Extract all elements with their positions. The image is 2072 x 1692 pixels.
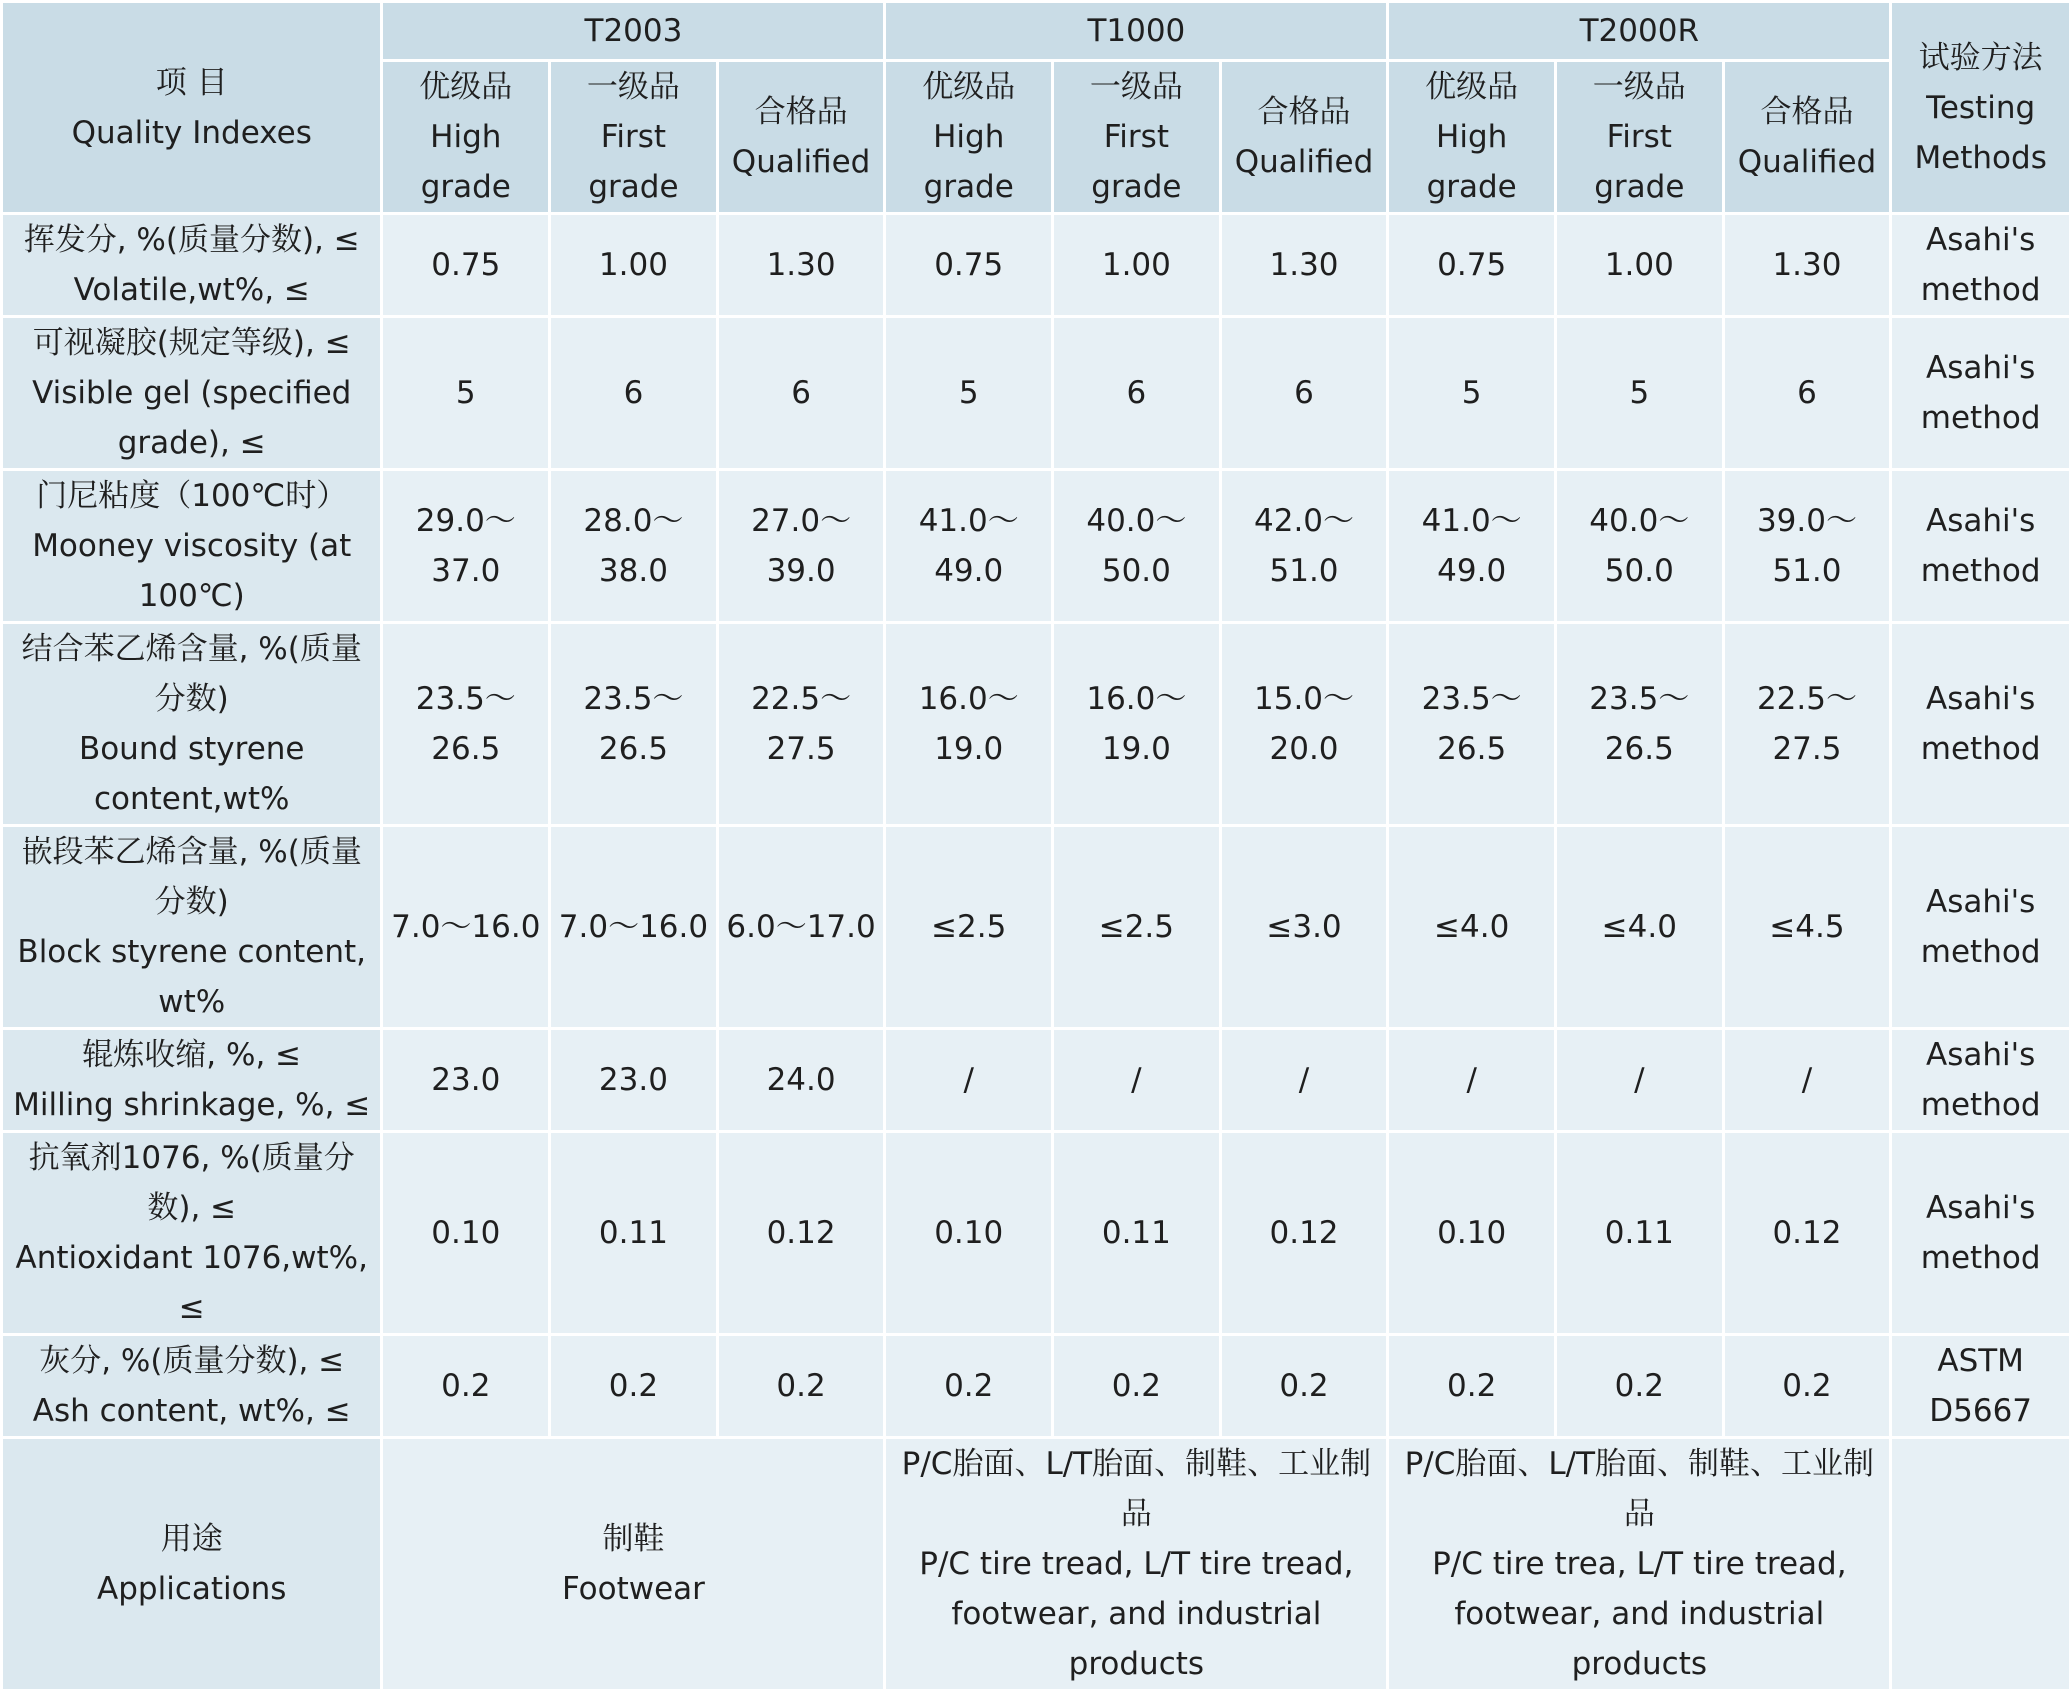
- value-cell: [383, 827, 548, 1027]
- value-cell: [1222, 1030, 1387, 1130]
- value-text: 49.0: [1437, 553, 1507, 589]
- value-text: 0.2: [1279, 1368, 1329, 1404]
- value-cell: [1389, 624, 1554, 824]
- grade-header-cell: [886, 62, 1051, 212]
- grade-en-1: First: [1606, 119, 1672, 155]
- grade-header-cell: [1222, 62, 1387, 212]
- applications-zh: P/C胎面、L/T胎面、制鞋、工业制品: [1404, 1446, 1875, 1532]
- value-cell: [383, 215, 548, 315]
- value-cell: [1054, 318, 1219, 468]
- applications-en: P/C tire trea, L/T tire tread, footwear, and industrial products: [1432, 1546, 1847, 1682]
- value-text: 5: [455, 375, 476, 411]
- row-label-zh: 嵌段苯乙烯含量, %(质量分数): [21, 834, 362, 920]
- value-text: 29.0～: [415, 503, 516, 539]
- value-cell: [383, 1030, 548, 1130]
- value-cell: [1054, 827, 1219, 1027]
- header-method-en-1: Testing: [1926, 89, 2036, 126]
- value-text: /: [1131, 1062, 1142, 1098]
- grade-header-cell: [719, 62, 884, 212]
- row-label: [3, 471, 380, 621]
- value-text: 0.11: [1604, 1215, 1674, 1251]
- value-text: 23.5～: [583, 681, 684, 717]
- grade-en-1: High: [430, 119, 502, 155]
- value-text: 26.5: [598, 731, 668, 767]
- value-cell: [1725, 471, 1890, 621]
- row-method: [1892, 318, 2069, 468]
- value-text: 27.5: [1772, 731, 1842, 767]
- applications-zh: 制鞋: [602, 1521, 665, 1557]
- value-cell: [1222, 827, 1387, 1027]
- value-text: 26.5: [1437, 731, 1507, 767]
- grade-en-1: First: [600, 119, 667, 155]
- value-text: 39.0: [766, 553, 836, 589]
- header-group-t1000: T1000: [886, 3, 1386, 59]
- row-label-en: Block styrene content, wt%: [17, 934, 367, 1020]
- value-cell: [719, 471, 884, 621]
- grade-zh: 合格品: [754, 94, 848, 130]
- grade-en-2: grade: [420, 169, 511, 205]
- applications-en: Footwear: [561, 1571, 705, 1607]
- row-method: [1892, 1336, 2069, 1436]
- value-text: 26.5: [431, 731, 501, 767]
- value-cell: [1725, 1030, 1890, 1130]
- row-method: [1892, 215, 2069, 315]
- applications-en: P/C tire tread, L/T tire tread, footwear, and industrial products: [919, 1546, 1354, 1682]
- value-cell: [383, 624, 548, 824]
- value-cell: [886, 1133, 1051, 1333]
- value-text: /: [1298, 1062, 1310, 1098]
- value-cell: [1725, 1133, 1890, 1333]
- value-cell: [551, 1030, 716, 1130]
- row-label-en: Visible gel (specified grade), ≤: [32, 375, 352, 461]
- applications-group-cell: [1389, 1439, 1889, 1689]
- value-cell: [1557, 471, 1722, 621]
- value-cell: [1222, 1133, 1387, 1333]
- value-text: 24.0: [766, 1062, 836, 1098]
- table-row: [3, 1336, 2069, 1436]
- value-cell: [1389, 1030, 1554, 1130]
- value-cell: [1557, 1336, 1722, 1436]
- row-label-en: Ash content, wt%, ≤: [32, 1393, 351, 1429]
- row-label: [3, 624, 380, 824]
- grade-en-1: Qualified: [1234, 144, 1374, 180]
- value-text: 1.30: [766, 247, 836, 283]
- value-cell: [1557, 827, 1722, 1027]
- value-cell: [551, 318, 716, 468]
- table-row: [3, 1030, 2069, 1130]
- value-text: 0.2: [441, 1368, 491, 1404]
- value-cell: [1222, 215, 1387, 315]
- value-text: /: [1466, 1062, 1477, 1098]
- value-text: 0.2: [944, 1368, 994, 1404]
- applications-label-zh: 用途: [160, 1521, 223, 1557]
- value-cell: [1725, 624, 1890, 824]
- value-cell: [551, 215, 716, 315]
- value-text: 22.5～: [1756, 681, 1857, 717]
- value-cell: [719, 318, 884, 468]
- value-text: 40.0～: [1086, 503, 1187, 539]
- value-text: 5: [1629, 375, 1650, 411]
- value-cell: [886, 215, 1051, 315]
- value-text: 16.0～: [1086, 681, 1187, 717]
- row-label-en: Bound styrene content,wt%: [78, 731, 305, 817]
- row-label: [3, 1030, 380, 1130]
- grade-zh: 一级品: [1089, 69, 1183, 105]
- grade-header-cell: [383, 62, 548, 212]
- value-text: 6: [1797, 375, 1817, 411]
- grade-en-2: grade: [1594, 169, 1685, 205]
- value-text: 23.0: [598, 1062, 668, 1098]
- value-text: 41.0～: [918, 503, 1019, 539]
- table-row: [3, 318, 2069, 468]
- value-cell: [1389, 215, 1554, 315]
- value-text: 49.0: [934, 553, 1004, 589]
- value-text: 0.10: [934, 1215, 1004, 1251]
- method-text: method: [1920, 400, 2041, 436]
- value-text: 6: [1126, 375, 1147, 411]
- value-cell: [1222, 318, 1387, 468]
- grade-zh: 一级品: [1592, 69, 1686, 105]
- method-text: Asahi's: [1926, 1190, 2036, 1226]
- header-group-t2003: T2003: [383, 3, 883, 59]
- value-text: 6: [791, 375, 811, 411]
- grade-en-2: grade: [1091, 169, 1182, 205]
- table-row: [3, 1133, 2069, 1333]
- header-method-zh: 试验方法: [1918, 39, 2043, 76]
- row-label-zh: 抗氧剂1076, %(质量分数), ≤: [28, 1140, 355, 1226]
- grade-header-cell: [1725, 62, 1890, 212]
- row-label-zh: 灰分, %(质量分数), ≤: [39, 1343, 345, 1379]
- value-text: 1.00: [1604, 247, 1674, 283]
- value-text: ≤2.5: [1098, 909, 1174, 945]
- value-cell: [1389, 471, 1554, 621]
- value-cell: [551, 624, 716, 824]
- value-cell: [719, 624, 884, 824]
- value-text: ≤4.0: [1601, 909, 1677, 945]
- value-text: 26.5: [1604, 731, 1674, 767]
- value-cell: [1222, 471, 1387, 621]
- value-text: 1.30: [1269, 247, 1339, 283]
- value-cell: [886, 827, 1051, 1027]
- grade-en-2: grade: [923, 169, 1014, 205]
- value-text: /: [963, 1062, 974, 1098]
- row-method: [1892, 1030, 2069, 1130]
- grade-zh: 一级品: [586, 69, 680, 105]
- table-row: [3, 215, 2069, 315]
- value-text: 0.75: [431, 247, 501, 283]
- value-text: 0.2: [1111, 1368, 1162, 1404]
- value-text: 51.0: [1772, 553, 1842, 589]
- grade-zh: 优级品: [922, 69, 1016, 105]
- value-text: 19.0: [934, 731, 1004, 767]
- grade-en-1: High: [933, 119, 1005, 155]
- value-text: 0.75: [934, 247, 1004, 283]
- value-cell: [551, 1336, 716, 1436]
- value-text: 0.12: [1772, 1215, 1842, 1251]
- value-cell: [719, 1336, 884, 1436]
- value-cell: [1557, 624, 1722, 824]
- value-cell: [719, 1133, 884, 1333]
- value-text: 0.11: [598, 1215, 668, 1251]
- value-cell: [1054, 1133, 1219, 1333]
- applications-label-en: Applications: [97, 1571, 287, 1607]
- row-label-en: Volatile,wt%, ≤: [73, 272, 310, 308]
- value-text: 23.5～: [1589, 681, 1690, 717]
- value-cell: [1557, 1133, 1722, 1333]
- grade-en-1: High: [1436, 119, 1508, 155]
- value-text: ≤4.0: [1434, 909, 1510, 945]
- value-text: 0.10: [1437, 1215, 1507, 1251]
- value-text: 0.2: [1614, 1368, 1664, 1404]
- value-cell: [1557, 1030, 1722, 1130]
- value-cell: [719, 827, 884, 1027]
- grade-en-2: grade: [588, 169, 679, 205]
- value-text: 5: [958, 375, 979, 411]
- grade-en-2: grade: [1426, 169, 1517, 205]
- method-text: Asahi's: [1926, 1037, 2036, 1073]
- value-text: 42.0～: [1254, 503, 1355, 539]
- row-method: [1892, 624, 2069, 824]
- value-text: 7.0～16.0: [391, 909, 541, 945]
- header-item-zh: 项 目: [155, 64, 228, 101]
- row-label-en: Antioxidant 1076,wt%, ≤: [15, 1240, 368, 1326]
- value-cell: [383, 1133, 548, 1333]
- value-cell: [383, 318, 548, 468]
- value-cell: [1725, 318, 1890, 468]
- value-text: 6: [1294, 375, 1314, 411]
- method-text: method: [1920, 1240, 2041, 1276]
- value-cell: [1054, 1030, 1219, 1130]
- grade-zh: 合格品: [1760, 94, 1854, 130]
- value-text: 0.11: [1101, 1215, 1171, 1251]
- row-label: [3, 1133, 380, 1333]
- row-label: [3, 827, 380, 1027]
- method-text: method: [1920, 553, 2041, 589]
- applications-group-cell: [886, 1439, 1386, 1689]
- value-cell: [886, 1336, 1051, 1436]
- value-cell: [551, 827, 716, 1027]
- value-text: 38.0: [598, 553, 668, 589]
- method-text: method: [1920, 272, 2041, 308]
- value-text: 50.0: [1604, 553, 1674, 589]
- method-text: Asahi's: [1926, 222, 2036, 258]
- value-text: 1.00: [598, 247, 668, 283]
- value-cell: [719, 215, 884, 315]
- table-row: [3, 624, 2069, 824]
- value-cell: [886, 471, 1051, 621]
- row-label-en: Mooney viscosity (at 100℃): [32, 528, 352, 614]
- grade-zh: 优级品: [419, 69, 513, 105]
- method-text: Asahi's: [1926, 681, 2036, 717]
- value-cell: [1054, 624, 1219, 824]
- value-cell: [719, 1030, 884, 1130]
- grade-header-cell: [1054, 62, 1219, 212]
- value-text: 19.0: [1101, 731, 1171, 767]
- value-cell: [886, 1030, 1051, 1130]
- value-cell: [1389, 318, 1554, 468]
- value-cell: [1222, 624, 1387, 824]
- value-text: 28.0～: [583, 503, 684, 539]
- value-cell: [551, 1133, 716, 1333]
- grade-en-1: First: [1103, 119, 1169, 155]
- value-text: 27.0～: [751, 503, 852, 539]
- grade-header-cell: [1389, 62, 1554, 212]
- header-group-t2000r: T2000R: [1389, 3, 1889, 59]
- row-method: [1892, 1133, 2069, 1333]
- value-text: 23.5～: [415, 681, 516, 717]
- value-text: 0.75: [1437, 247, 1507, 283]
- header-testing-methods: [1892, 3, 2069, 212]
- method-text: method: [1920, 934, 2041, 970]
- applications-method-empty: [1892, 1439, 2069, 1689]
- applications-zh: P/C胎面、L/T胎面、制鞋、工业制品: [901, 1446, 1372, 1532]
- value-text: 1.00: [1101, 247, 1171, 283]
- value-text: 37.0: [431, 553, 501, 589]
- value-text: 23.5～: [1421, 681, 1522, 717]
- table-row: [3, 827, 2069, 1027]
- row-label: [3, 318, 380, 468]
- value-text: 0.2: [776, 1368, 826, 1404]
- value-text: 50.0: [1101, 553, 1171, 589]
- value-text: 0.10: [431, 1215, 501, 1251]
- applications-row: [3, 1439, 2069, 1689]
- row-label: [3, 1336, 380, 1436]
- value-cell: [1054, 471, 1219, 621]
- grade-header-cell: [551, 62, 716, 212]
- method-text: Asahi's: [1926, 884, 2036, 920]
- value-text: 0.2: [608, 1368, 659, 1404]
- value-cell: [1725, 215, 1890, 315]
- value-text: 51.0: [1269, 553, 1339, 589]
- header-method-en-2: Methods: [1914, 139, 2047, 176]
- value-text: 0.2: [1782, 1368, 1832, 1404]
- value-cell: [1389, 1336, 1554, 1436]
- value-text: 7.0～16.0: [558, 909, 709, 945]
- value-cell: [551, 471, 716, 621]
- value-text: ≤3.0: [1266, 909, 1342, 945]
- method-text: Asahi's: [1926, 503, 2036, 539]
- value-cell: [1054, 215, 1219, 315]
- value-cell: [886, 624, 1051, 824]
- method-text: ASTM: [1937, 1343, 2024, 1379]
- row-label-zh: 辊炼收缩, %, ≤: [82, 1037, 302, 1073]
- grade-header-cell: [1557, 62, 1722, 212]
- table-body: [3, 3, 2069, 1689]
- row-label-zh: 门尼粘度（100℃时）: [36, 478, 348, 514]
- value-cell: [1389, 1133, 1554, 1333]
- header-item-en: Quality Indexes: [71, 114, 312, 151]
- value-text: ≤2.5: [931, 909, 1007, 945]
- value-text: 41.0～: [1421, 503, 1522, 539]
- row-label-zh: 挥发分, %(质量分数), ≤: [23, 222, 360, 258]
- value-text: 6.0～17.0: [726, 909, 876, 945]
- value-text: 39.0～: [1756, 503, 1857, 539]
- method-text: method: [1920, 1087, 2041, 1123]
- value-text: /: [1801, 1062, 1813, 1098]
- value-cell: [1222, 1336, 1387, 1436]
- value-text: 0.12: [766, 1215, 836, 1251]
- value-text: 15.0～: [1254, 681, 1355, 717]
- value-text: 0.12: [1269, 1215, 1339, 1251]
- applications-group-cell: [383, 1439, 883, 1689]
- value-text: 27.5: [766, 731, 836, 767]
- value-text: 20.0: [1269, 731, 1339, 767]
- row-method: [1892, 471, 2069, 621]
- method-text: method: [1920, 731, 2041, 767]
- value-text: 0.2: [1447, 1368, 1497, 1404]
- header-quality-indexes: [3, 3, 380, 212]
- value-text: 5: [1461, 375, 1482, 411]
- row-label-en: Milling shrinkage, %, ≤: [13, 1087, 371, 1123]
- value-text: 6: [623, 375, 644, 411]
- value-cell: [1557, 318, 1722, 468]
- value-text: 22.5～: [751, 681, 852, 717]
- value-text: 16.0～: [918, 681, 1019, 717]
- value-cell: [1725, 1336, 1890, 1436]
- applications-label: [3, 1439, 380, 1689]
- value-text: ≤4.5: [1769, 909, 1845, 945]
- value-cell: [1557, 215, 1722, 315]
- table-row: [3, 471, 2069, 621]
- value-cell: [1054, 1336, 1219, 1436]
- row-label-zh: 结合苯乙烯含量, %(质量分数): [21, 631, 362, 717]
- header-row-groups: [3, 3, 2069, 59]
- grade-zh: 优级品: [1425, 69, 1519, 105]
- row-label: [3, 215, 380, 315]
- method-text: Asahi's: [1926, 350, 2036, 386]
- row-method: [1892, 827, 2069, 1027]
- grade-en-1: Qualified: [731, 144, 871, 180]
- row-label-zh: 可视凝胶(规定等级), ≤: [32, 325, 351, 361]
- value-text: 23.0: [431, 1062, 501, 1098]
- value-cell: [886, 318, 1051, 468]
- value-text: 1.30: [1772, 247, 1842, 283]
- value-text: 40.0～: [1589, 503, 1690, 539]
- method-text: D5667: [1929, 1393, 2033, 1429]
- value-cell: [1389, 827, 1554, 1027]
- value-cell: [383, 1336, 548, 1436]
- value-text: /: [1634, 1062, 1645, 1098]
- grade-en-1: Qualified: [1737, 144, 1877, 180]
- value-cell: [1725, 827, 1890, 1027]
- value-cell: [383, 471, 548, 621]
- grade-zh: 合格品: [1257, 94, 1351, 130]
